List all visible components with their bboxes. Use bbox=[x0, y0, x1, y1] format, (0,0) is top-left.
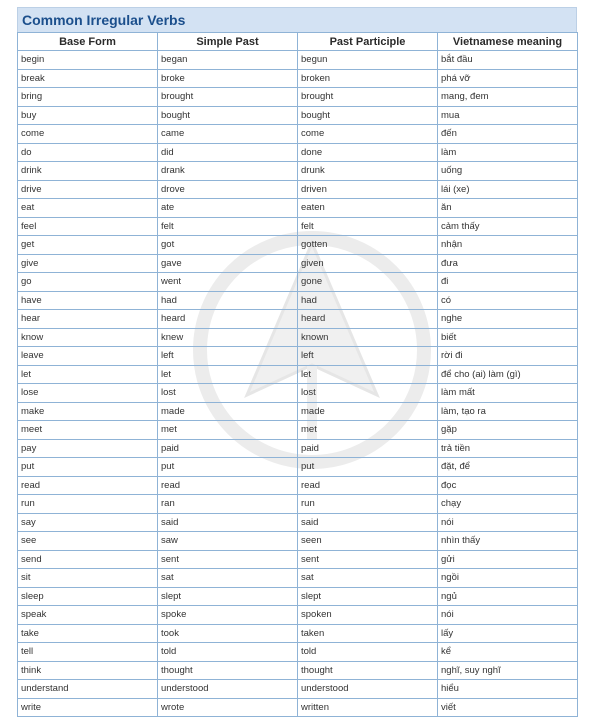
past-participle-cell: gotten bbox=[298, 236, 438, 255]
vietnamese-meaning-cell: kể bbox=[438, 643, 578, 662]
base-form-cell: let bbox=[18, 365, 158, 384]
table-row bbox=[18, 458, 578, 477]
vietnamese-meaning-cell: trả tiền bbox=[438, 439, 578, 458]
header-simple-past: Simple Past bbox=[158, 33, 298, 51]
table-row bbox=[18, 421, 578, 440]
past-participle-cell: had bbox=[298, 291, 438, 310]
simple-past-cell: began bbox=[158, 51, 298, 70]
simple-past-cell: spoke bbox=[158, 606, 298, 625]
table-row bbox=[18, 513, 578, 532]
table-row bbox=[18, 106, 578, 125]
header-past-participle: Past Participle bbox=[298, 33, 438, 51]
table-row bbox=[18, 328, 578, 347]
vietnamese-meaning-cell: nghĩ, suy nghĩ bbox=[438, 661, 578, 680]
base-form-cell: drink bbox=[18, 162, 158, 181]
past-participle-cell: written bbox=[298, 698, 438, 717]
vietnamese-meaning-cell: đưa bbox=[438, 254, 578, 273]
table-row bbox=[18, 606, 578, 625]
simple-past-cell: slept bbox=[158, 587, 298, 606]
past-participle-cell: seen bbox=[298, 532, 438, 551]
base-form-cell: begin bbox=[18, 51, 158, 70]
past-participle-cell: known bbox=[298, 328, 438, 347]
table-row bbox=[18, 273, 578, 292]
simple-past-cell: went bbox=[158, 273, 298, 292]
base-form-cell: run bbox=[18, 495, 158, 514]
header-vietnamese-meaning: Vietnamese meaning bbox=[438, 33, 578, 51]
base-form-cell: see bbox=[18, 532, 158, 551]
simple-past-cell: understood bbox=[158, 680, 298, 699]
base-form-cell: lose bbox=[18, 384, 158, 403]
table-row bbox=[18, 624, 578, 643]
vietnamese-meaning-cell: làm mất bbox=[438, 384, 578, 403]
base-form-cell: eat bbox=[18, 199, 158, 218]
vietnamese-meaning-cell: để cho (ai) làm (gì) bbox=[438, 365, 578, 384]
table-row bbox=[18, 643, 578, 662]
simple-past-cell: heard bbox=[158, 310, 298, 329]
simple-past-cell: let bbox=[158, 365, 298, 384]
base-form-cell: buy bbox=[18, 106, 158, 125]
past-participle-cell: gone bbox=[298, 273, 438, 292]
table-row bbox=[18, 661, 578, 680]
base-form-cell: think bbox=[18, 661, 158, 680]
simple-past-cell: took bbox=[158, 624, 298, 643]
table-row bbox=[18, 51, 578, 70]
vietnamese-meaning-cell: mua bbox=[438, 106, 578, 125]
table-body bbox=[18, 51, 578, 717]
base-form-cell: have bbox=[18, 291, 158, 310]
vietnamese-meaning-cell: bắt đầu bbox=[438, 51, 578, 70]
vietnamese-meaning-cell: hiểu bbox=[438, 680, 578, 699]
base-form-cell: put bbox=[18, 458, 158, 477]
table-row bbox=[18, 254, 578, 273]
simple-past-cell: met bbox=[158, 421, 298, 440]
simple-past-cell: got bbox=[158, 236, 298, 255]
table-row bbox=[18, 365, 578, 384]
past-participle-cell: understood bbox=[298, 680, 438, 699]
vietnamese-meaning-cell: nhìn thấy bbox=[438, 532, 578, 551]
table-row bbox=[18, 347, 578, 366]
simple-past-cell: sent bbox=[158, 550, 298, 569]
base-form-cell: understand bbox=[18, 680, 158, 699]
past-participle-cell: taken bbox=[298, 624, 438, 643]
vietnamese-meaning-cell: đặt, để bbox=[438, 458, 578, 477]
simple-past-cell: sat bbox=[158, 569, 298, 588]
past-participle-cell: lost bbox=[298, 384, 438, 403]
past-participle-cell: sent bbox=[298, 550, 438, 569]
vietnamese-meaning-cell: uống bbox=[438, 162, 578, 181]
past-participle-cell: run bbox=[298, 495, 438, 514]
past-participle-cell: bought bbox=[298, 106, 438, 125]
base-form-cell: do bbox=[18, 143, 158, 162]
vietnamese-meaning-cell: cảm thấy bbox=[438, 217, 578, 236]
past-participle-cell: drunk bbox=[298, 162, 438, 181]
base-form-cell: break bbox=[18, 69, 158, 88]
vietnamese-meaning-cell: ngủ bbox=[438, 587, 578, 606]
base-form-cell: take bbox=[18, 624, 158, 643]
base-form-cell: know bbox=[18, 328, 158, 347]
simple-past-cell: ran bbox=[158, 495, 298, 514]
verb-table-page bbox=[17, 7, 577, 717]
simple-past-cell: broke bbox=[158, 69, 298, 88]
past-participle-cell: made bbox=[298, 402, 438, 421]
simple-past-cell: ate bbox=[158, 199, 298, 218]
vietnamese-meaning-cell: rời đi bbox=[438, 347, 578, 366]
past-participle-cell: slept bbox=[298, 587, 438, 606]
simple-past-cell: had bbox=[158, 291, 298, 310]
past-participle-cell: heard bbox=[298, 310, 438, 329]
past-participle-cell: begun bbox=[298, 51, 438, 70]
table-row bbox=[18, 162, 578, 181]
vietnamese-meaning-cell: nghe bbox=[438, 310, 578, 329]
past-participle-cell: brought bbox=[298, 88, 438, 107]
table-row bbox=[18, 698, 578, 717]
table-row bbox=[18, 236, 578, 255]
table-row bbox=[18, 476, 578, 495]
base-form-cell: feel bbox=[18, 217, 158, 236]
vietnamese-meaning-cell: có bbox=[438, 291, 578, 310]
simple-past-cell: paid bbox=[158, 439, 298, 458]
simple-past-cell: saw bbox=[158, 532, 298, 551]
vietnamese-meaning-cell: đi bbox=[438, 273, 578, 292]
vietnamese-meaning-cell: đọc bbox=[438, 476, 578, 495]
past-participle-cell: sat bbox=[298, 569, 438, 588]
table-row bbox=[18, 143, 578, 162]
vietnamese-meaning-cell: phá vỡ bbox=[438, 69, 578, 88]
past-participle-cell: put bbox=[298, 458, 438, 477]
past-participle-cell: paid bbox=[298, 439, 438, 458]
vietnamese-meaning-cell: ngồi bbox=[438, 569, 578, 588]
vietnamese-meaning-cell: ăn bbox=[438, 199, 578, 218]
past-participle-cell: told bbox=[298, 643, 438, 662]
past-participle-cell: read bbox=[298, 476, 438, 495]
vietnamese-meaning-cell: lấy bbox=[438, 624, 578, 643]
simple-past-cell: did bbox=[158, 143, 298, 162]
simple-past-cell: knew bbox=[158, 328, 298, 347]
vietnamese-meaning-cell: biết bbox=[438, 328, 578, 347]
table-row bbox=[18, 69, 578, 88]
past-participle-cell: done bbox=[298, 143, 438, 162]
vietnamese-meaning-cell: nói bbox=[438, 606, 578, 625]
past-participle-cell: met bbox=[298, 421, 438, 440]
vietnamese-meaning-cell: làm, tạo ra bbox=[438, 402, 578, 421]
base-form-cell: make bbox=[18, 402, 158, 421]
header-base-form: Base Form bbox=[18, 33, 158, 51]
vietnamese-meaning-cell: gặp bbox=[438, 421, 578, 440]
table-row bbox=[18, 310, 578, 329]
simple-past-cell: made bbox=[158, 402, 298, 421]
table-row bbox=[18, 402, 578, 421]
table-row bbox=[18, 532, 578, 551]
simple-past-cell: put bbox=[158, 458, 298, 477]
table-row bbox=[18, 569, 578, 588]
table-row bbox=[18, 291, 578, 310]
vietnamese-meaning-cell: nhận bbox=[438, 236, 578, 255]
table-row bbox=[18, 180, 578, 199]
past-participle-cell: given bbox=[298, 254, 438, 273]
base-form-cell: tell bbox=[18, 643, 158, 662]
vietnamese-meaning-cell: mang, đem bbox=[438, 88, 578, 107]
simple-past-cell: left bbox=[158, 347, 298, 366]
irregular-verbs-table bbox=[17, 32, 578, 717]
simple-past-cell: thought bbox=[158, 661, 298, 680]
base-form-cell: go bbox=[18, 273, 158, 292]
vietnamese-meaning-cell: nói bbox=[438, 513, 578, 532]
vietnamese-meaning-cell: chạy bbox=[438, 495, 578, 514]
base-form-cell: hear bbox=[18, 310, 158, 329]
simple-past-cell: wrote bbox=[158, 698, 298, 717]
past-participle-cell: spoken bbox=[298, 606, 438, 625]
table-row bbox=[18, 125, 578, 144]
simple-past-cell: read bbox=[158, 476, 298, 495]
simple-past-cell: drove bbox=[158, 180, 298, 199]
vietnamese-meaning-cell: đến bbox=[438, 125, 578, 144]
base-form-cell: leave bbox=[18, 347, 158, 366]
simple-past-cell: bought bbox=[158, 106, 298, 125]
past-participle-cell: left bbox=[298, 347, 438, 366]
table-row bbox=[18, 217, 578, 236]
vietnamese-meaning-cell: làm bbox=[438, 143, 578, 162]
past-participle-cell: said bbox=[298, 513, 438, 532]
simple-past-cell: brought bbox=[158, 88, 298, 107]
vietnamese-meaning-cell: gửi bbox=[438, 550, 578, 569]
table-row bbox=[18, 587, 578, 606]
simple-past-cell: drank bbox=[158, 162, 298, 181]
simple-past-cell: felt bbox=[158, 217, 298, 236]
base-form-cell: give bbox=[18, 254, 158, 273]
vietnamese-meaning-cell: lái (xe) bbox=[438, 180, 578, 199]
base-form-cell: write bbox=[18, 698, 158, 717]
past-participle-cell: thought bbox=[298, 661, 438, 680]
base-form-cell: speak bbox=[18, 606, 158, 625]
past-participle-cell: come bbox=[298, 125, 438, 144]
table-row bbox=[18, 680, 578, 699]
base-form-cell: bring bbox=[18, 88, 158, 107]
simple-past-cell: told bbox=[158, 643, 298, 662]
base-form-cell: say bbox=[18, 513, 158, 532]
past-participle-cell: eaten bbox=[298, 199, 438, 218]
base-form-cell: pay bbox=[18, 439, 158, 458]
table-row bbox=[18, 384, 578, 403]
table-row bbox=[18, 439, 578, 458]
base-form-cell: read bbox=[18, 476, 158, 495]
table-row bbox=[18, 88, 578, 107]
base-form-cell: sit bbox=[18, 569, 158, 588]
base-form-cell: get bbox=[18, 236, 158, 255]
simple-past-cell: lost bbox=[158, 384, 298, 403]
table-row bbox=[18, 495, 578, 514]
table-row bbox=[18, 199, 578, 218]
vietnamese-meaning-cell: viết bbox=[438, 698, 578, 717]
simple-past-cell: said bbox=[158, 513, 298, 532]
base-form-cell: send bbox=[18, 550, 158, 569]
table-row bbox=[18, 550, 578, 569]
simple-past-cell: gave bbox=[158, 254, 298, 273]
past-participle-cell: let bbox=[298, 365, 438, 384]
base-form-cell: meet bbox=[18, 421, 158, 440]
base-form-cell: come bbox=[18, 125, 158, 144]
simple-past-cell: came bbox=[158, 125, 298, 144]
base-form-cell: drive bbox=[18, 180, 158, 199]
past-participle-cell: felt bbox=[298, 217, 438, 236]
title-bar bbox=[17, 7, 577, 32]
table-title: Common Irregular Verbs bbox=[22, 12, 186, 28]
past-participle-cell: broken bbox=[298, 69, 438, 88]
base-form-cell: sleep bbox=[18, 587, 158, 606]
past-participle-cell: driven bbox=[298, 180, 438, 199]
header-row bbox=[18, 33, 578, 51]
